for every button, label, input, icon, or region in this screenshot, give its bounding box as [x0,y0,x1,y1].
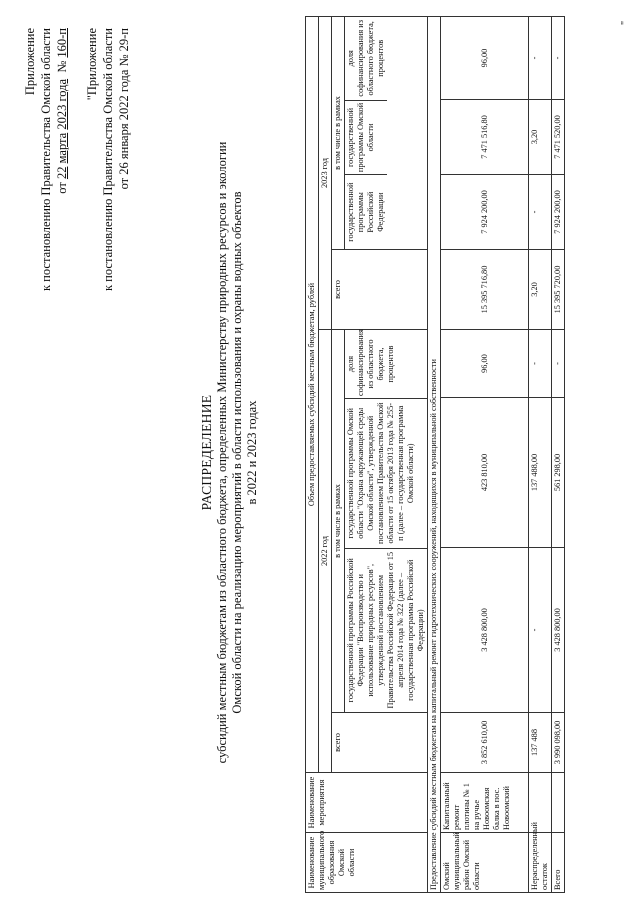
cell-gp-rf-2022: 3 428 800,00 [441,548,529,713]
cell-total-2023: 15 395 716,80 [441,250,529,330]
cell-municipality: Всего [552,833,565,893]
title-line-1: субсидий местным бюджетам из областного бюджета, определенных Министерству природных ресурсов и экологии [215,141,229,764]
title-heading: РАСПРЕДЕЛЕНИЕ [199,394,214,511]
title-line-2: Омской области на реализацию мероприятий в области использования и охраны водных объектов [230,191,244,714]
cell-share-2023: - [552,17,565,100]
cell-gp-omsk-2023: 7 471 520,00 [552,100,565,175]
cell-gp-rf-2022: 3 428 800,00 [552,548,565,713]
section-row-text: Предоставление субсидий местным бюджетам на капитальный ремонт гидротехнических сооружений, находящихся в муниципальной собственности [428,17,441,893]
appendix-date-line: от 22 марта 2023 года № 160-п [55,28,69,194]
cell-gp-omsk-2023: 3,20 [529,100,552,175]
title-line-3: в 2022 и 2023 годах [245,400,259,505]
cell-total-2023: 15 395 720,00 [552,250,565,330]
header-including-2023: в том числе в рамках государственной программы Российской Федерации государственной программы Омской области доля софинансирования из областного бюджета, процентов [332,17,428,250]
header-gp-rf-2023: государственной программы Российской Федерации [345,174,387,249]
cell-total-2022: 137 488 [529,713,552,773]
decree-number: 160-п [55,28,69,58]
header-municipality: Наименование муниципального образования Омской области [306,833,428,893]
cell-measure: Капитальный ремонт плотины № 1 на ручье Новоомская балка в пос. Новоомский [441,773,529,833]
header-volume: Объем предоставляемых субсидий местным бюджетам, рублей [306,17,319,773]
date-day: 22 [55,166,69,180]
cell-gp-omsk-2022: 561 298,00 [552,398,565,548]
header-total-2023: всего [332,250,428,330]
cell-gp-rf-2022: - [529,548,552,713]
header-share-2022: доля софинансирования из областного бюджета, процентов [346,329,395,396]
date-year: 2023 года [55,78,69,130]
cell-share-2022: - [529,330,552,398]
header-share-2023: доля софинансирования из областного бюджета, процентов [346,20,385,97]
header-total-2022: всего [332,713,428,773]
appendix-decree-line: к постановлению Правительства Омской области [39,28,53,292]
section-row [428,17,441,893]
appendix-decree-line-2: к постановлению Правительства Омской области [101,28,115,292]
cell-total-2022: 3 852 610,00 [441,713,529,773]
cell-gp-omsk-2023: 7 471 516,80 [441,100,529,175]
header-including-2022: в том числе в рамках государственной программы Российской Федерации "Воспроизводство и использование природных ресурсов", утвержденной постановлением Правительства Российской Федерации от 15 апреля 2014 года № 322 (далее – государственная программа Российской Федерации) государственной программы Омской области "Охрана окружающей среды Омской области", утвержденной постановлением Правительства Омской области от 15 октября 2013 года № 255-п (далее – государственная программа Омской области) доля софинансирования из областного бюджета, процентов [332,330,428,713]
cell-gp-rf-2023: 7 924 200,00 [552,175,565,250]
document-title [198,0,260,905]
cell-municipality: Нераспределенный остаток [529,833,552,893]
cell-measure [552,773,565,833]
cell-share-2023: 96,00 [441,17,529,100]
header-measure: Наименование мероприятия [306,773,428,833]
cell-share-2023: - [529,17,552,100]
cell-gp-omsk-2022: 423 810,00 [441,398,529,548]
closing-quote: " [620,20,631,25]
appendix-title-2: "Приложение [85,28,99,101]
appendix-header-new [22,28,70,291]
date-month: марта [55,132,69,164]
appendix-date-line-2: от 26 января 2022 года № 29-п [117,28,131,190]
header-gp-rf-2022: государственной программы Российской Федерации "Воспроизводство и использование природных ресурсов", утвержденной постановлением Правительства Российской Федерации от 15 апреля 2014 года № 322 (далее – государственная программа Российской Федерации) [345,548,427,712]
cell-total-2022: 3 990 098,00 [552,713,565,773]
cell-municipality: Омский муниципальный район Омской области [441,833,529,893]
appendix-title: Приложение [23,28,37,96]
cell-share-2022: - [552,330,565,398]
header-gp-omsk-2023: государственной программы Омской области [345,100,387,175]
cell-gp-rf-2023: 7 924 200,00 [441,175,529,250]
cell-gp-rf-2023: - [529,175,552,250]
header-year-2022: 2022 год [319,330,332,773]
header-year-2023: 2023 год [319,17,332,330]
cell-gp-omsk-2022: 137 488,00 [529,398,552,548]
table-row [529,17,552,893]
table-row [552,17,565,893]
subsidy-distribution-table [305,16,565,893]
header-gp-omsk-2022: государственной программы Омской области "Охрана окружающей среды Омской области", утвержденной постановлением Правительства Омской области от 15 октября 2013 года № 255-п (далее – государственная программа Омской области) [345,398,427,548]
cell-share-2022: 96,00 [441,330,529,398]
cell-total-2023: 3,20 [529,250,552,330]
table-row [441,17,529,893]
appendix-header-original [84,28,132,291]
